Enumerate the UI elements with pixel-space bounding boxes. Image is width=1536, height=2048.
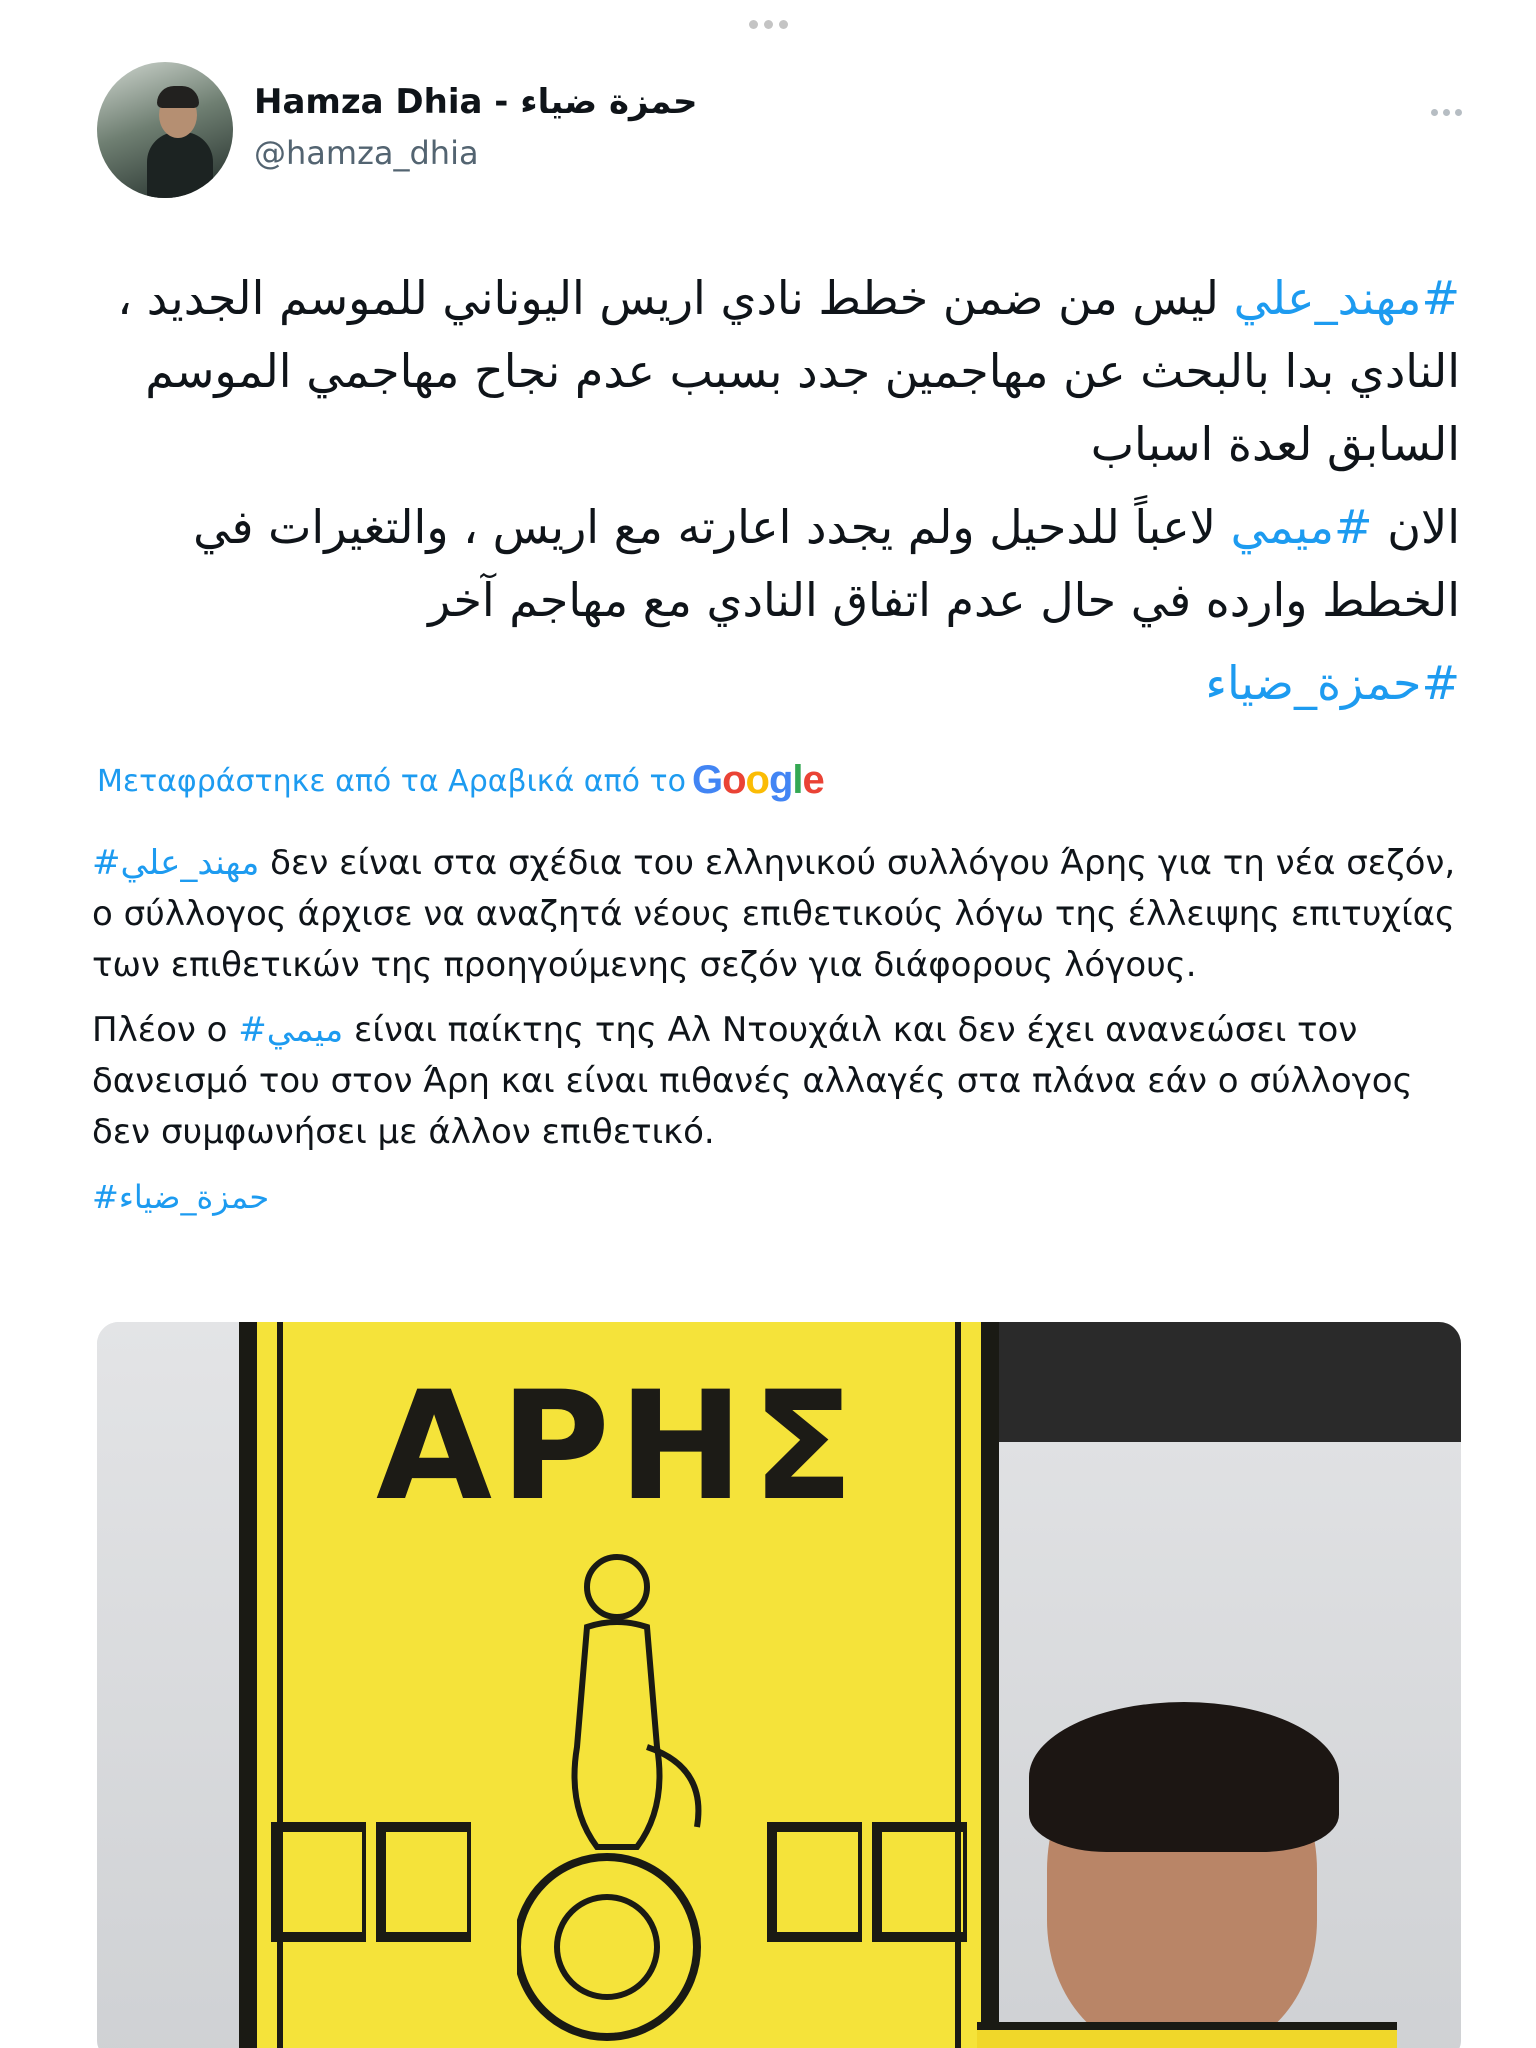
more-options-icon[interactable] (1426, 102, 1466, 122)
avatar-body (147, 132, 213, 198)
arabic-paragraph-2 (90, 491, 1460, 637)
tweet-text-arabic (90, 262, 1460, 720)
hashtag-link[interactable]: #ميمي (1230, 500, 1373, 554)
tweet-header (97, 62, 1466, 202)
arabic-text: الان (1372, 500, 1460, 554)
arabic-text: لاعباً للدحيل ولم يجدد اعارته مع اريس ، والتغيرات في الخطط وارده في حال عدم اتفاق النادي مع مهاجم آخر (193, 500, 1460, 627)
greek-paragraph-3 (92, 1172, 1460, 1223)
arabic-paragraph-3 (90, 647, 1460, 720)
greek-text: Πλέον ο (92, 1010, 239, 1050)
more-dot (1443, 109, 1450, 116)
arabic-text: ليس من ضمن خطط نادي اريس اليوناني للموسم الجديد ، النادي بدا بالبحث عن مهاجمين جدد بسبب عدم نجاح مهاجمي الموسم السابق لعدة اسباب (117, 271, 1460, 471)
display-name[interactable]: Hamza Dhia - حمزة ضياء (254, 82, 698, 122)
greek-key-pattern (271, 1822, 471, 1942)
more-dot (1455, 109, 1462, 116)
player-photo (977, 1702, 1397, 2048)
image-ceiling-panel (997, 1322, 1461, 1442)
tweet-media-image[interactable] (97, 1322, 1461, 2048)
hashtag-link[interactable]: #مهند_علي (1233, 271, 1460, 325)
more-dot (1431, 109, 1438, 116)
hashtag-link[interactable]: #مهند_علي (92, 843, 260, 883)
hashtag-link[interactable]: #ميمي (238, 1010, 344, 1050)
avatar[interactable] (97, 62, 233, 198)
greek-paragraph-1 (92, 838, 1460, 991)
drag-handle[interactable] (744, 14, 792, 34)
player-hair (1029, 1702, 1339, 1852)
hashtag-link[interactable]: #حمزة_ضياء (1205, 656, 1460, 710)
grab-dot (749, 20, 758, 29)
greek-text: δεν είναι στα σχέδια του ελληνικού συλλόγου Άρης για τη νέα σεζόν, ο σύλλογος άρχισε να αναζητά νέους επιθετικούς λόγω της έλλειψης επιτυχίας των επιθετικών της προηγούμενης σεζόν για διάφορους λόγους. (92, 843, 1456, 985)
grab-dot (779, 20, 788, 29)
aris-crest-poster (239, 1322, 999, 2048)
translated-text (92, 838, 1460, 1223)
ares-figure-icon (517, 1547, 717, 2048)
user-handle[interactable]: @hamza_dhia (254, 134, 479, 172)
google-logo[interactable]: Google (691, 758, 824, 802)
greek-paragraph-2 (92, 1005, 1460, 1158)
crest-text: ΑΡΗΣ (375, 1360, 863, 1534)
arabic-paragraph-1 (90, 262, 1460, 481)
avatar-hair (157, 86, 199, 108)
translation-attribution (97, 758, 824, 803)
greek-text: είναι παίκτης της Αλ Ντουχάιλ και δεν έχει ανανεώσει τον δανεισμό του στον Άρη και είναι πιθανές αλλαγές στα πλάνα εάν ο σύλλογος δεν συμφωνήσει με άλλον επιθετικό. (92, 1010, 1413, 1152)
greek-key-pattern (767, 1822, 967, 1942)
translation-note: Μεταφράστηκε από τα Αραβικά από το (97, 764, 686, 799)
grab-dot (764, 20, 773, 29)
hashtag-link[interactable]: #حمزة_ضياء (92, 1178, 270, 1216)
player-jersey (977, 2022, 1397, 2048)
